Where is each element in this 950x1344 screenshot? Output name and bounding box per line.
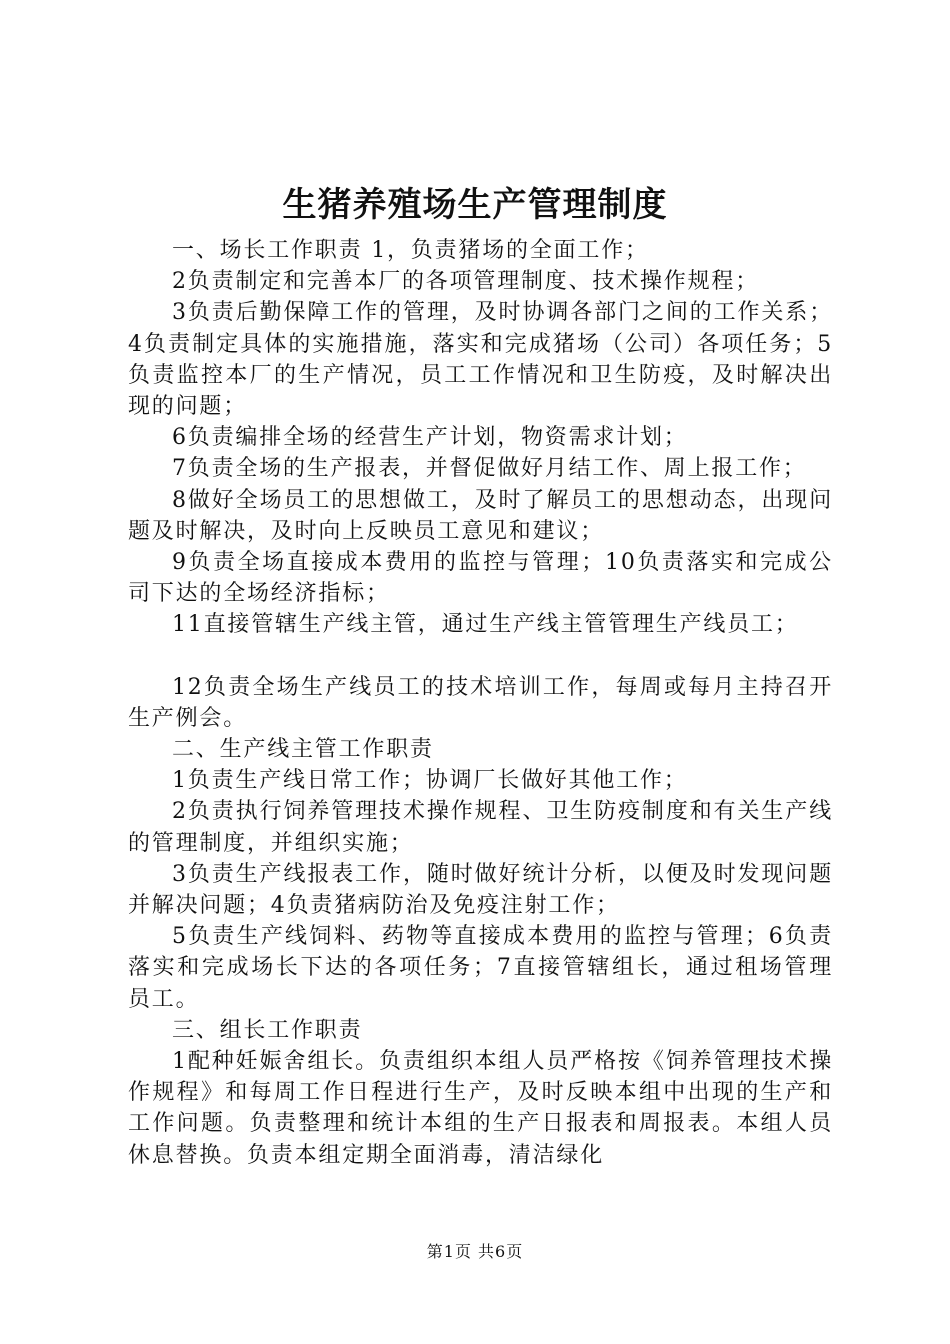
paragraph: 一、场长工作职责 1，负责猪场的全面工作； [172,238,649,263]
paragraph: 2负责制定和完善本厂的各项管理制度、技术操作规程； [172,269,759,295]
document-body [128,235,833,1171]
paragraph: 7负责全场的生产报表，并督促做好月结工作、周上报工作； [172,456,807,482]
paragraph: 8做好全场员工的思想做工，及时了解员工的思想动态，出现问题及时解决，及时向上反映员工意见和建议； [128,487,833,544]
paragraph: 11直接管辖生产线主管，通过生产线主管管理生产线员工； [172,612,799,638]
paragraph: 2负责执行饲养管理技术操作规程、卫生防疫制度和有关生产线的管理制度，并组织实施； [128,799,833,856]
paragraph: 12负责全场生产线员工的技术培训工作，每周或每月主持召开生产例会。 [128,674,833,731]
paragraph: 6负责编排全场的经营生产计划，物资需求计划； [172,425,688,451]
paragraph-spacer [128,641,833,672]
paragraph: 9负责全场直接成本费用的监控与管理；10负责落实和完成公司下达的全场经济指标； [128,550,833,607]
document-title: 生猪养殖场生产管理制度 [282,185,668,225]
paragraph: 3负责生产线报表工作，随时做好统计分析，以便及时发现问题并解决问题；4负责猪病防治及免疫注射工作； [128,861,833,919]
paragraph: 1负责生产线日常工作；协调厂长做好其他工作； [172,768,688,794]
paragraph: 1配种妊娠舍组长。负责组织本组人员严格按《饲养管理技术操作规程》和每周工作日程进行生产，及时反映本组中出现的生产和工作问题。负责整理和统计本组的生产日报表和周报表。本组人员休息替换。负责本组定期全面消毒，清洁绿化 [128,1049,833,1168]
section-heading: 三、组长工作职责 [172,1017,363,1043]
section-heading: 二、生产线主管工作职责 [172,737,434,763]
paragraph: 3负责后勤保障工作的管理，及时协调各部门之间的工作关系；4负责制定具体的实施措施，落实和完成猪场（公司）各项任务；5负责监控本厂的生产情况，员工工作情况和卫生防疫，及时解决出现的问题； [128,300,833,420]
page-footer: 第1页 共6页 [426,1242,524,1261]
paragraph: 5负责生产线饲料、药物等直接成本费用的监控与管理；6负责落实和完成场长下达的各项任务；7直接管辖组长，通过租场管理员工。 [128,924,833,1012]
